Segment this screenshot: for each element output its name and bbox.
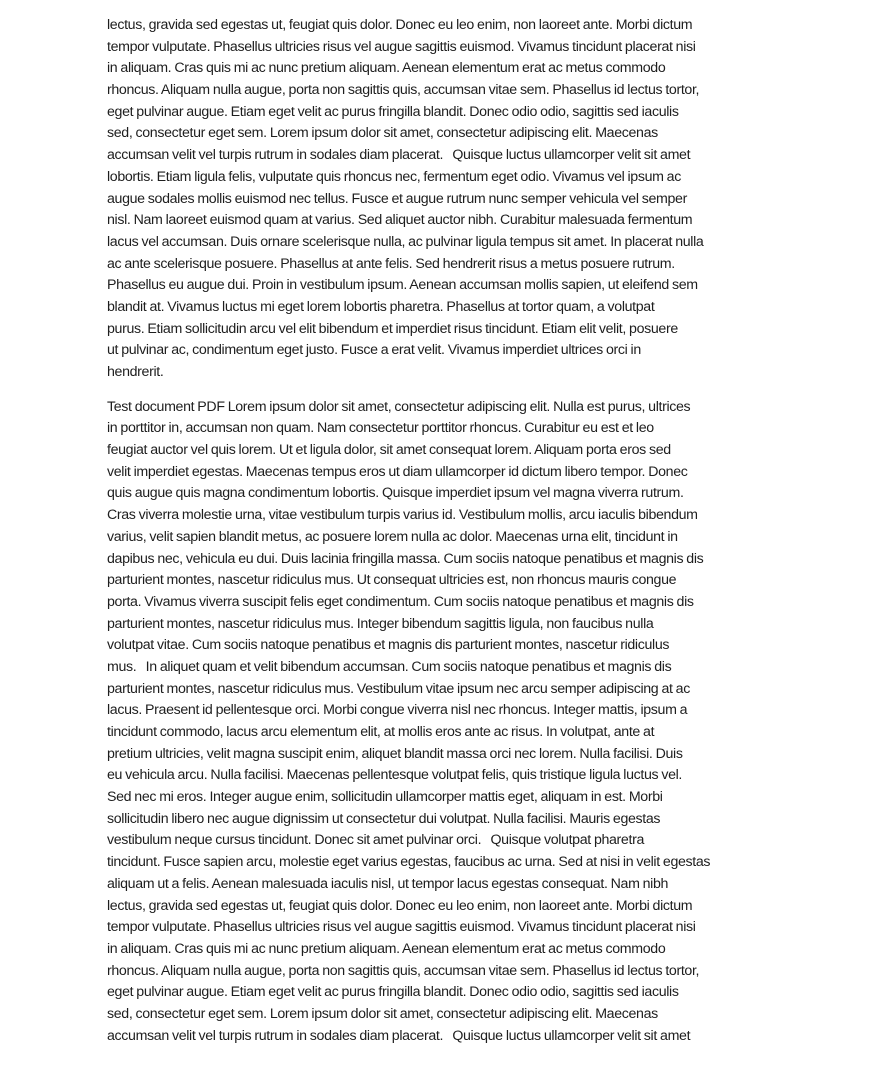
document-page bbox=[107, 15, 797, 1047]
text-line: in aliquam. Cras quis mi ac nunc pretium aliquam. Aenean elementum erat ac metus commodo bbox=[107, 940, 666, 957]
text-line: nisl. Nam laoreet euismod quam at varius. Sed aliquet auctor nibh. Curabitur malesuada fermentum bbox=[107, 212, 693, 229]
text-line: sed, consectetur eget sem. Lorem ipsum dolor sit amet, consectetur adipiscing elit. Maecenas bbox=[107, 1005, 658, 1022]
text-line: accumsan velit vel turpis rutrum in sodales diam placerat. Quisque luctus ullamcorper velit sit amet bbox=[107, 1027, 691, 1044]
paragraph bbox=[107, 397, 797, 1048]
text-line: eu vehicula arcu. Nulla facilisi. Maecenas pellentesque volutpat felis, quis tristique ligula luctus vel. bbox=[107, 767, 683, 784]
text-line: quis augue quis magna condimentum lobortis. Quisque imperdiet ipsum vel magna viverra rutrum. bbox=[107, 485, 684, 502]
text-line: lectus, gravida sed egestas ut, feugiat quis dolor. Donec eu leo enim, non laoreet ante. Morbi dictum bbox=[107, 17, 693, 33]
text-line: parturient montes, nascetur ridiculus mus. Integer bibendum sagittis ligula, non faucibus nulla bbox=[107, 615, 654, 632]
text-line: tincidunt. Fusce sapien arcu, molestie eget varius egestas, faucibus ac urna. Sed at nisi in velit egestas bbox=[107, 854, 711, 871]
text-line: aliquam ut a felis. Aenean malesuada iaculis nisl, ut tempor lacus egestas consequat. Nam nibh bbox=[107, 875, 669, 892]
text-line: tincidunt commodo, lacus arcu elementum elit, at mollis eros ante ac risus. In volutpat, ante at bbox=[107, 724, 655, 740]
text-line: tempor vulputate. Phasellus ultricies risus vel augue sagittis euismod. Vivamus tincidunt placerat nisi bbox=[107, 919, 696, 936]
text-line: sed, consectetur eget sem. Lorem ipsum dolor sit amet, consectetur adipiscing elit. Maecenas bbox=[107, 125, 658, 142]
text-line: eget pulvinar augue. Etiam eget velit ac purus fringilla blandit. Donec odio odio, sagittis sed iaculis bbox=[107, 103, 679, 120]
text-line: lobortis. Etiam ligula felis, vulputate quis rhoncus nec, fermentum eget odio. Vivamus vel ipsum ac bbox=[107, 168, 681, 185]
text-line: blandit at. Vivamus luctus mi eget lorem lobortis pharetra. Phasellus at tortor quam, a volutpat bbox=[107, 298, 655, 315]
text-line: accumsan velit vel turpis rutrum in sodales diam placerat. Quisque luctus ullamcorper velit sit amet bbox=[107, 147, 691, 164]
text-line: Sed nec mi eros. Integer augue enim, sollicitudin ullamcorper mattis eget, aliquam in est. Morbi bbox=[107, 789, 663, 806]
text-line: tempor vulputate. Phasellus ultricies risus vel augue sagittis euismod. Vivamus tincidunt placerat nisi bbox=[107, 38, 696, 55]
text-line: hendrerit. bbox=[107, 364, 164, 380]
text-line: parturient montes, nascetur ridiculus mus. Ut consequat ultricies est, non rhoncus mauris congue bbox=[107, 572, 677, 589]
text-line: rhoncus. Aliquam nulla augue, porta non sagittis quis, accumsan vitae sem. Phasellus id lectus tortor, bbox=[107, 962, 700, 979]
text-line: purus. Etiam sollicitudin arcu vel elit bibendum et imperdiet risus tincidunt. Etiam elit velit, posuere bbox=[107, 320, 678, 337]
text-line: volutpat vitae. Cum sociis natoque penatibus et magnis dis parturient montes, nascetur ridiculus bbox=[107, 637, 670, 654]
text-line: augue sodales mollis euismod nec tellus. Fusce et augue rutrum nunc semper vehicula vel semper bbox=[107, 190, 687, 207]
text-line: Cras viverra molestie urna, vitae vestibulum turpis varius id. Vestibulum mollis, arcu iaculis bibendum bbox=[107, 507, 698, 524]
text-line: Test document PDF Lorem ipsum dolor sit amet, consectetur adipiscing elit. Nulla est purus, ultrices bbox=[107, 398, 691, 415]
text-line: lectus, gravida sed egestas ut, feugiat quis dolor. Donec eu leo enim, non laoreet ante. Morbi dictum bbox=[107, 897, 693, 914]
text-line: mus. In aliquet quam et velit bibendum accumsan. Cum sociis natoque penatibus et magnis dis bbox=[107, 658, 672, 675]
text-line: parturient montes, nascetur ridiculus mus. Vestibulum vitae ipsum nec arcu semper adipiscing at ac bbox=[107, 680, 690, 697]
text-line: vestibulum neque cursus tincidunt. Donec sit amet pulvinar orci. Quisque volutpat pharetra bbox=[107, 832, 644, 849]
text-line: varius, velit sapien blandit metus, ac posuere lorem nulla ac dolor. Maecenas urna elit, tincidunt in bbox=[107, 528, 678, 545]
text-line: eget pulvinar augue. Etiam eget velit ac purus fringilla blandit. Donec odio odio, sagittis sed iaculis bbox=[107, 984, 679, 1001]
text-line: ut pulvinar ac, condimentum eget justo. Fusce a erat velit. Vivamus imperdiet ultrices orci in bbox=[107, 342, 641, 359]
text-line: in porttitor in, accumsan non quam. Nam consectetur porttitor rhoncus. Curabitur eu est et leo bbox=[107, 420, 654, 437]
paragraph bbox=[107, 15, 797, 384]
text-line: sollicitudin libero nec augue dignissim ut consectetur dui volutpat. Nulla facilisi. Mauris egestas bbox=[107, 810, 661, 827]
text-line: dapibus nec, vehicula eu dui. Duis lacinia fringilla massa. Cum sociis natoque penatibus et magnis dis bbox=[107, 550, 704, 567]
text-line: Phasellus eu augue dui. Proin in vestibulum ipsum. Aenean accumsan mollis sapien, ut eleifend sem bbox=[107, 277, 698, 294]
text-line: rhoncus. Aliquam nulla augue, porta non sagittis quis, accumsan vitae sem. Phasellus id lectus tortor, bbox=[107, 82, 700, 99]
text-line: feugiat auctor vel quis lorem. Ut et ligula dolor, sit amet consequat lorem. Aliquam porta eros sed bbox=[107, 442, 671, 459]
text-line: pretium ultricies, velit magna suscipit enim, aliquet blandit massa orci nec lorem. Nulla facilisi. Duis bbox=[107, 745, 683, 762]
text-line: lacus. Praesent id pellentesque orci. Morbi congue viverra nisl nec rhoncus. Integer mattis, ipsum a bbox=[107, 702, 688, 719]
text-line: in aliquam. Cras quis mi ac nunc pretium aliquam. Aenean elementum erat ac metus commodo bbox=[107, 60, 666, 77]
text-line: porta. Vivamus viverra suscipit felis eget condimentum. Cum sociis natoque penatibus et magnis dis bbox=[107, 593, 694, 610]
text-line: velit imperdiet egestas. Maecenas tempus eros ut diam ullamcorper id dictum libero tempor. Donec bbox=[107, 463, 688, 480]
text-line: ac ante scelerisque posuere. Phasellus at ante felis. Sed hendrerit risus a metus posuere rutrum. bbox=[107, 255, 675, 272]
text-line: lacus vel accumsan. Duis ornare scelerisque nulla, ac pulvinar ligula tempus sit amet. In placerat nulla bbox=[107, 233, 704, 250]
